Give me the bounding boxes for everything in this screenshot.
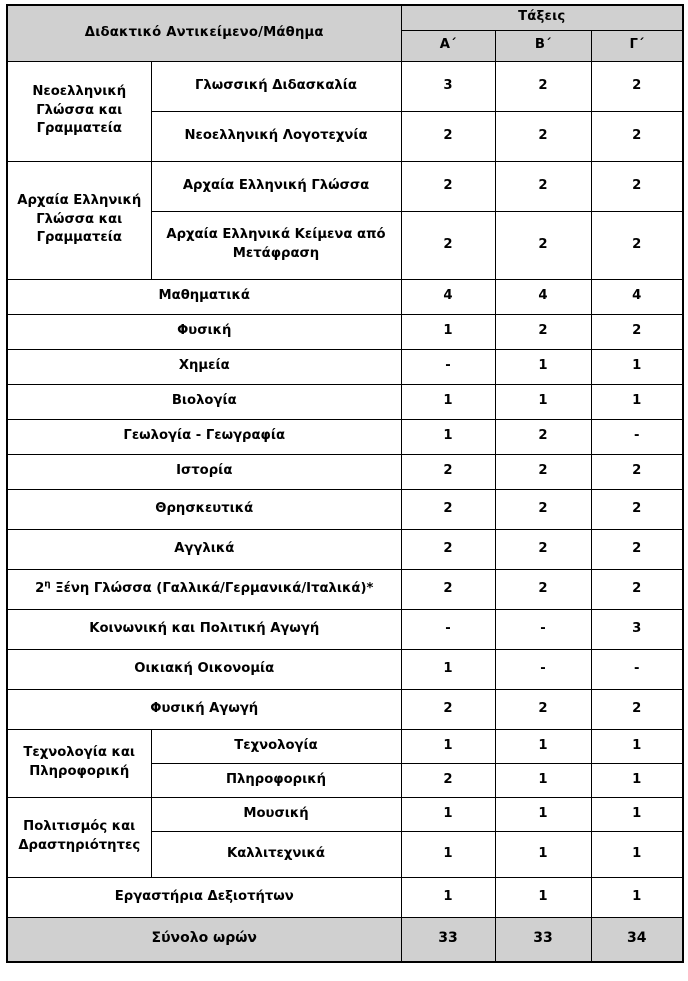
table-header [7,5,683,61]
group-label-modern-greek: Νεοελληνική Γλώσσα και Γραμματεία [7,61,151,161]
subject-name: Αρχαία Ελληνική Γλώσσα [151,161,401,211]
total-row [7,917,683,962]
second-language-prefix: 2 [35,580,45,596]
hours-b: - [495,649,591,689]
hours-g: - [591,419,683,454]
subject-name: Καλλιτεχνικά [151,831,401,877]
table-row [7,489,683,529]
table-body [7,61,683,962]
second-language-rest: Ξένη Γλώσσα (Γαλλικά/Γερμανικά/Ιταλικά)* [50,580,374,596]
total-hours-g: 34 [591,917,683,962]
subject-name: Αγγλικά [7,529,401,569]
hours-a: - [401,349,495,384]
hours-b: 1 [495,349,591,384]
total-hours-a: 33 [401,917,495,962]
hours-g: 1 [591,384,683,419]
hours-b: 1 [495,877,591,917]
hours-g: 1 [591,349,683,384]
table-row [7,689,683,729]
hours-g: 2 [591,454,683,489]
hours-b: 1 [495,831,591,877]
hours-a: 1 [401,797,495,831]
table-row [7,349,683,384]
table-row [7,419,683,454]
subject-name: Θρησκευτικά [7,489,401,529]
subject-name: Ιστορία [7,454,401,489]
hours-g: 2 [591,489,683,529]
group-label-culture: Πολιτισμός και Δραστηριότητες [7,797,151,877]
hours-g: 4 [591,279,683,314]
header-subject-column: Διδακτικό Αντικείμενο/Μάθημα [7,5,401,61]
hours-g: - [591,649,683,689]
second-language-ordinal: η [44,579,51,590]
hours-a: 2 [401,489,495,529]
subject-name: Νεοελληνική Λογοτεχνία [151,111,401,161]
header-class-a: Α΄ [401,30,495,61]
hours-b: 2 [495,61,591,111]
hours-a: 1 [401,877,495,917]
table-row [7,529,683,569]
hours-a: 1 [401,729,495,763]
table-row [7,729,683,763]
subject-name: Μαθηματικά [7,279,401,314]
table-row [7,161,683,211]
hours-a: 2 [401,689,495,729]
hours-b: 1 [495,763,591,797]
header-row-top [7,5,683,30]
hours-g: 2 [591,569,683,609]
hours-b: 1 [495,384,591,419]
subject-name: Εργαστήρια Δεξιοτήτων [7,877,401,917]
table-row [7,454,683,489]
hours-g: 3 [591,609,683,649]
hours-b: 2 [495,569,591,609]
hours-a: - [401,609,495,649]
header-class-b: Β΄ [495,30,591,61]
hours-a: 1 [401,384,495,419]
subject-name: Γλωσσική Διδασκαλία [151,61,401,111]
hours-a: 2 [401,211,495,279]
hours-a: 2 [401,529,495,569]
total-hours-b: 33 [495,917,591,962]
table-row [7,384,683,419]
subject-name: Πληροφορική [151,763,401,797]
total-label: Σύνολο ωρών [7,917,401,962]
hours-b: - [495,609,591,649]
header-class-g: Γ΄ [591,30,683,61]
table-row [7,279,683,314]
hours-b: 2 [495,211,591,279]
hours-a: 1 [401,419,495,454]
hours-g: 2 [591,211,683,279]
hours-a: 2 [401,569,495,609]
group-label-technology: Τεχνολογία και Πληροφορική [7,729,151,797]
hours-g: 1 [591,763,683,797]
subject-name: Βιολογία [7,384,401,419]
table-row [7,877,683,917]
hours-a: 1 [401,831,495,877]
hours-b: 4 [495,279,591,314]
hours-g: 2 [591,529,683,569]
hours-b: 2 [495,689,591,729]
subject-name: Φυσική [7,314,401,349]
table-row [7,649,683,689]
hours-b: 2 [495,161,591,211]
hours-a: 2 [401,111,495,161]
hours-b: 1 [495,729,591,763]
table-row [7,569,683,609]
subject-name: Χημεία [7,349,401,384]
hours-a: 2 [401,763,495,797]
hours-a: 1 [401,314,495,349]
hours-b: 2 [495,489,591,529]
hours-a: 2 [401,161,495,211]
hours-g: 2 [591,689,683,729]
subject-name: Οικιακή Οικονομία [7,649,401,689]
hours-a: 4 [401,279,495,314]
hours-g: 1 [591,877,683,917]
subject-name: Φυσική Αγωγή [7,689,401,729]
hours-b: 2 [495,111,591,161]
subject-name: Τεχνολογία [151,729,401,763]
hours-a: 1 [401,649,495,689]
hours-g: 2 [591,61,683,111]
hours-g: 2 [591,111,683,161]
subject-name: Αρχαία Ελληνικά Κείμενα από Μετάφραση [151,211,401,279]
table-row [7,61,683,111]
hours-b: 1 [495,797,591,831]
hours-g: 2 [591,314,683,349]
curriculum-table [6,4,684,963]
table-row [7,314,683,349]
hours-b: 2 [495,529,591,569]
hours-g: 1 [591,797,683,831]
table-row [7,797,683,831]
subject-name-second-language [7,569,401,609]
header-classes-group: Τάξεις [401,5,683,30]
hours-b: 2 [495,454,591,489]
hours-g: 1 [591,729,683,763]
hours-a: 2 [401,454,495,489]
hours-b: 2 [495,419,591,454]
hours-g: 1 [591,831,683,877]
subject-name: Γεωλογία - Γεωγραφία [7,419,401,454]
group-label-ancient-greek: Αρχαία Ελληνική Γλώσσα και Γραμματεία [7,161,151,279]
hours-a: 3 [401,61,495,111]
subject-name: Μουσική [151,797,401,831]
table-row [7,609,683,649]
subject-name: Κοινωνική και Πολιτική Αγωγή [7,609,401,649]
hours-g: 2 [591,161,683,211]
hours-b: 2 [495,314,591,349]
